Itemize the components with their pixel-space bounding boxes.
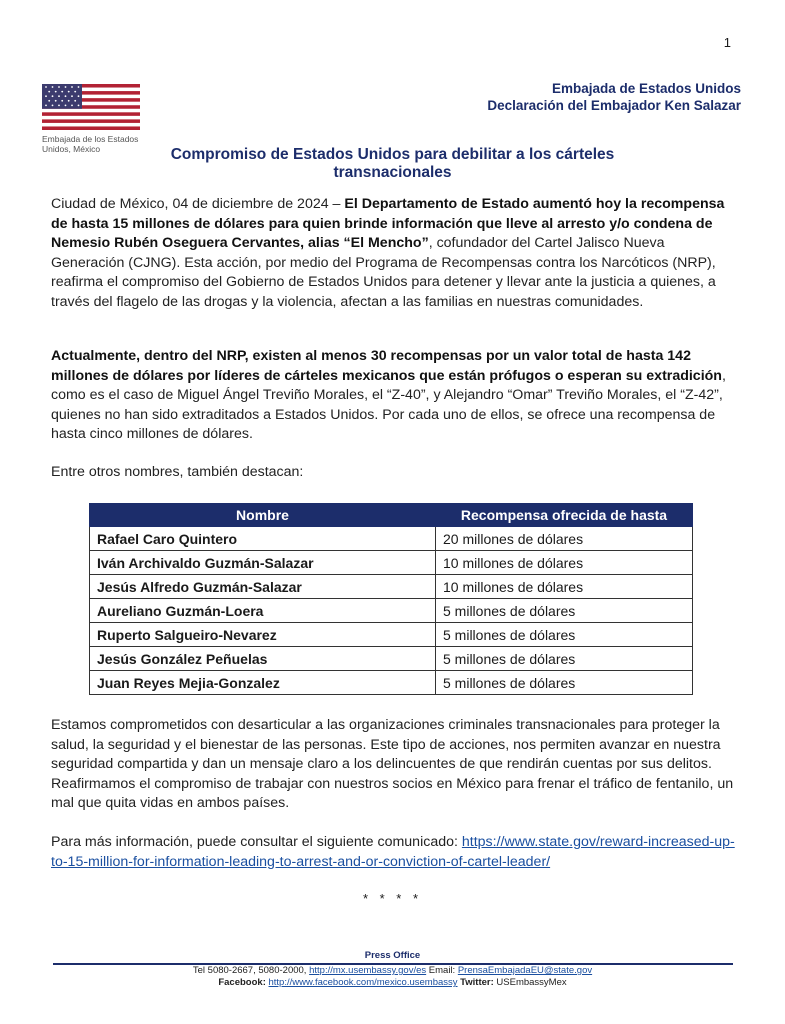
announcement-bold-text: El Departamento de Estado aumentó hoy la recompensa de hasta 15 millones de dólares para quien brinde información que lleve al arresto y/o condena de Nemesio Rubén Oseguera Cervantes, alias “El Mencho” <box>51 196 725 251</box>
rewards-table <box>89 503 693 695</box>
fugitive-name: Juan Reyes Mejia-Gonzalez <box>90 671 436 695</box>
table-row <box>90 527 693 551</box>
reward-amount: 10 millones de dólares <box>436 551 693 575</box>
facebook-link[interactable]: http://www.facebook.com/mexico.usembassy <box>268 977 458 988</box>
press-office-label: Press Office <box>364 950 421 961</box>
section-separator: * * * * <box>362 891 423 906</box>
document-header <box>487 80 741 114</box>
title-line-2: transnacionales <box>333 164 452 181</box>
nrp-text: , como es el caso de Miguel Ángel Treviño Morales, el “Z-40”, y Alejandro “Omar” Treviño Morales, el “Z-42”, quienes no han sido extraditados a Estados Unidos. Por cada uno de ellos, se ofrece una recompensa de hasta cinco millones de dólares. <box>51 367 726 442</box>
footer-email-label: Email: <box>426 965 458 976</box>
reward-amount: 5 millones de dólares <box>436 623 693 647</box>
dateline-text: Ciudad de México, 04 de diciembre de 2024 – <box>51 196 345 212</box>
reward-amount: 5 millones de dólares <box>436 599 693 623</box>
fugitive-name: Jesús Alfredo Guzmán-Salazar <box>90 575 436 599</box>
embassy-caption-line-2: Unidos, México <box>42 144 101 154</box>
footer-facebook-label: Facebook: <box>218 977 266 988</box>
fugitive-name: Aureliano Guzmán-Loera <box>90 599 436 623</box>
paragraph-nrp <box>51 347 739 445</box>
press-email-link[interactable]: PrensaEmbajadaEU@state.gov <box>457 965 593 976</box>
title-line-1: Compromiso de Estados Unidos para debilitar a los cárteles <box>170 146 615 163</box>
reward-amount: 10 millones de dólares <box>436 575 693 599</box>
announcement-text: , cofundador del Cartel Jalisco Nueva Generación (CJNG). Esta acción, por medio del Programa de Recompensas contra los Narcóticos (NRP), reafirma el compromiso del Gobierno de Estados Unidos para detener y llevar ante la justicia a quienes, a través del flagelo de las drogas y la violencia, afectan a las familias en nuestras comunidades. <box>51 235 716 310</box>
fugitive-name: Rafael Caro Quintero <box>90 527 436 551</box>
table-row <box>90 671 693 695</box>
embassy-caption-line-1: Embajada de los Estados <box>42 134 139 144</box>
reward-amount: 5 millones de dólares <box>436 647 693 671</box>
paragraph-announcement <box>51 195 739 312</box>
us-flag-icon <box>42 84 140 130</box>
paragraph-intro-list: Entre otros nombres, también destacan: <box>51 464 304 480</box>
footer-phone-text: Tel 5080-2667, 5080-2000, <box>192 965 310 976</box>
nrp-bold-text: Actualmente, dentro del NRP, existen al menos 30 recompensas por un valor total de hasta 142 millones de dólares por líderes de cárteles mexicanos que están prófugos o esperan su extradición <box>51 348 722 384</box>
page-number: 1 <box>723 35 731 50</box>
column-header-reward: Recompensa ofrecida de hasta <box>436 504 693 527</box>
press-release-link[interactable]: https://www.state.gov/reward-increased-up-to-15-million-for-information-leading-to-arrest-and-or-conviction-of-cartel-leader/ <box>51 834 735 870</box>
table-header-row <box>90 504 693 527</box>
embassy-website-link[interactable]: http://mx.usembassy.gov/es <box>309 965 427 976</box>
fugitive-name: Iván Archivaldo Guzmán-Salazar <box>90 551 436 575</box>
table-row <box>90 575 693 599</box>
more-info-text: Para más información, puede consultar el siguiente comunicado: <box>51 834 462 850</box>
paragraph-more-info <box>51 833 739 872</box>
twitter-handle: USEmbassyMex <box>493 977 567 988</box>
statement-subtitle: Declaración del Embajador Ken Salazar <box>487 98 741 113</box>
fugitive-name: Ruperto Salgueiro-Nevarez <box>90 623 436 647</box>
fugitive-name: Jesús González Peñuelas <box>90 647 436 671</box>
table-row <box>90 623 693 647</box>
paragraph-commitment: Estamos comprometidos con desarticular a las organizaciones criminales transnacionales para proteger la salud, la seguridad y el bienestar de las personas. Este tipo de acciones, nos permiten avanzar en nuestra seguridad compartida y dan un mensaje claro a los delincuentes de que rendirán cuentas por sus delitos. Reafirmamos el compromiso de trabajar con nuestros socios en México para frenar el tráfico de fentanilo, un mal que quita vidas en ambos países. <box>51 717 734 811</box>
footer-contact-line <box>0 965 785 976</box>
embassy-name: Embajada de Estados Unidos <box>551 81 741 96</box>
reward-amount: 5 millones de dólares <box>436 671 693 695</box>
table-row <box>90 599 693 623</box>
document-title <box>120 146 665 182</box>
reward-amount: 20 millones de dólares <box>436 527 693 551</box>
footer-social-line <box>0 977 785 988</box>
column-header-name: Nombre <box>90 504 436 527</box>
footer-twitter-label: Twitter: <box>457 977 494 988</box>
table-row <box>90 647 693 671</box>
table-row <box>90 551 693 575</box>
